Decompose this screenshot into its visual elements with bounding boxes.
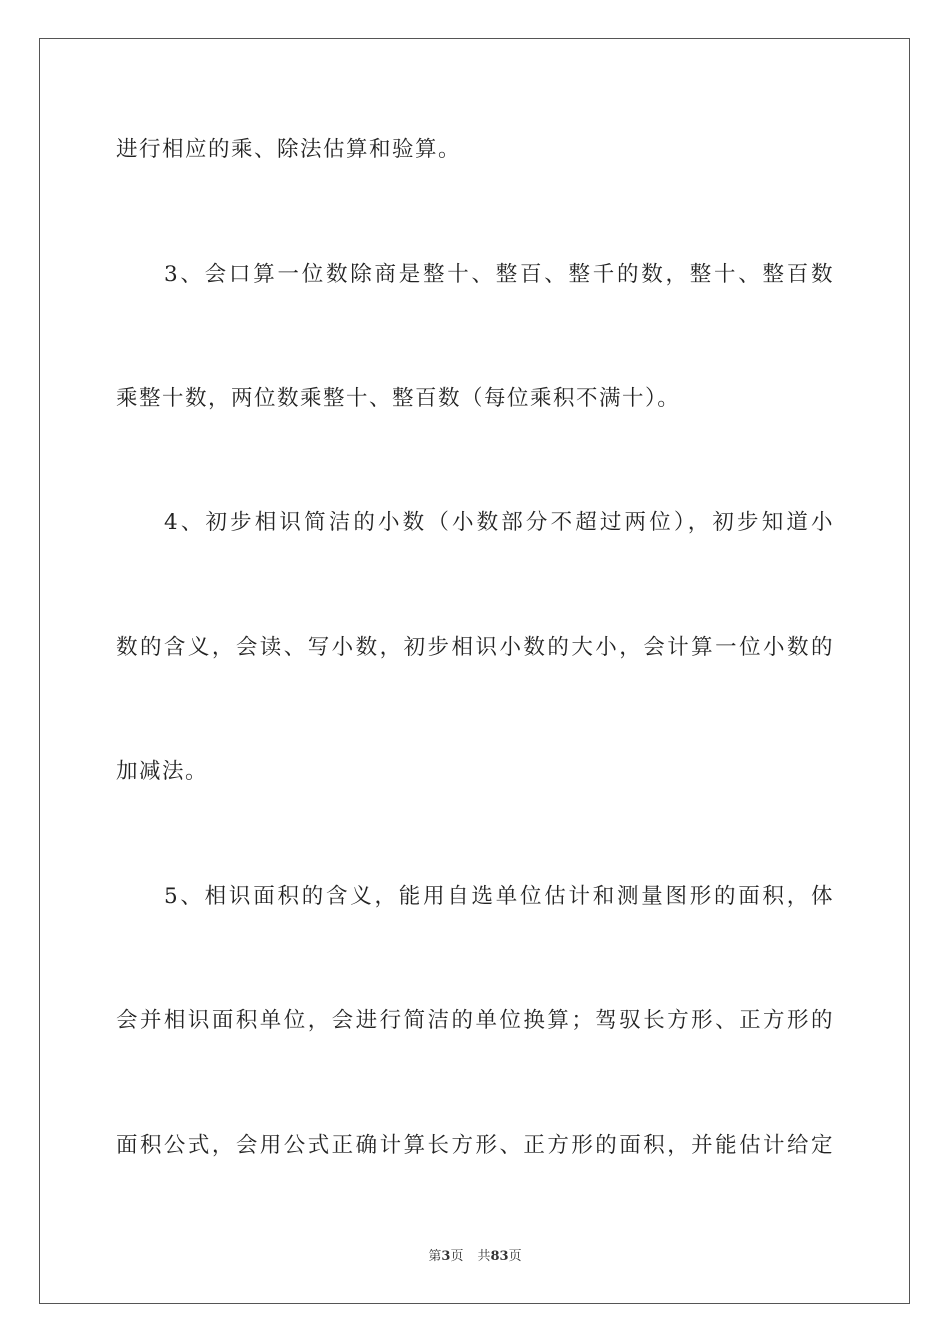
text-line-6: 加减法。 <box>116 759 209 784</box>
text-line-8: 会并相识面积单位，会进行简洁的单位换算；驾驭长方形、正方形的 <box>116 1008 834 1033</box>
total-suffix: 页 <box>508 1249 522 1264</box>
text-line-3: 乘整十数，两位数乘整十、整百数（每位乘积不满十）。 <box>116 386 681 411</box>
page-number: 3 <box>441 1249 451 1264</box>
text-line-2: 3、会口算一位数除商是整十、整百、整千的数，整十、整百数 <box>164 262 834 287</box>
text-line-9: 面积公式，会用公式正确计算长方形、正方形的面积，并能估计给定 <box>116 1133 834 1158</box>
total-prefix: 共 <box>477 1249 491 1264</box>
page-suffix: 页 <box>450 1249 464 1264</box>
text-line-7: 5、相识面积的含义，能用自选单位估计和测量图形的面积，体 <box>164 884 834 909</box>
total-pages: 83 <box>490 1249 509 1264</box>
page-border <box>39 38 910 1304</box>
text-line-5: 数的含义，会读、写小数，初步相识小数的大小，会计算一位小数的 <box>116 635 834 660</box>
text-line-4: 4、初步相识简洁的小数（小数部分不超过两位），初步知道小 <box>164 510 834 535</box>
text-line-1: 进行相应的乘、除法估算和验算。 <box>116 137 462 162</box>
page-prefix: 第 <box>428 1249 442 1264</box>
page-footer <box>0 1248 950 1266</box>
